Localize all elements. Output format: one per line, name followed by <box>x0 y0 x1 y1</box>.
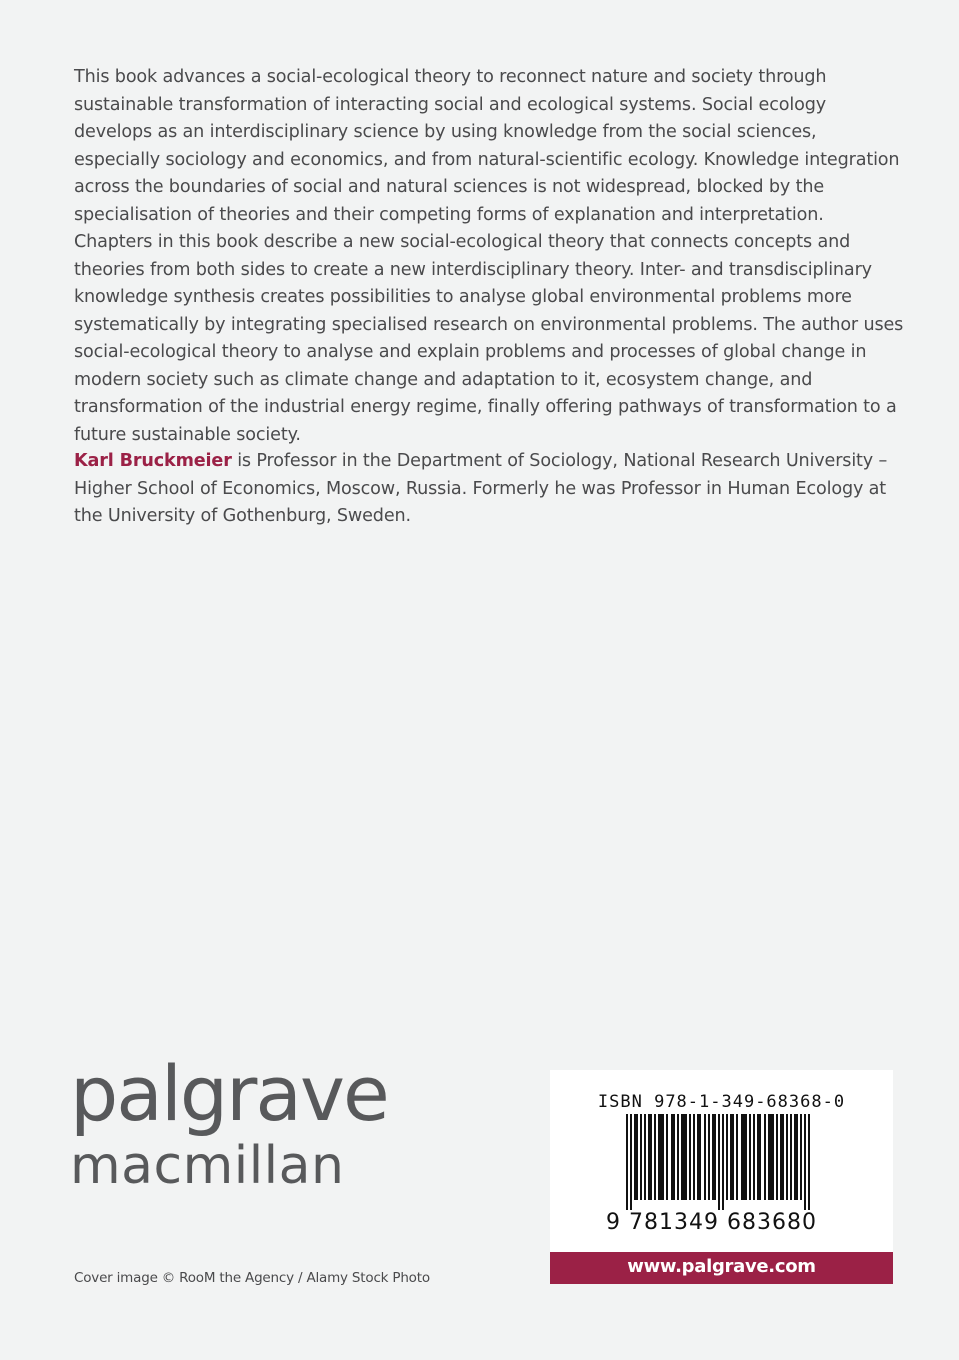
publisher-logo-line1: palgrave <box>70 1049 388 1138</box>
author-bio-text: is Professor in the Department of Sociology, National Research University – Higher School of Economics, Moscow, Russia. Formerly he was Professor in Human Ecology at the University of Gothenburg, Sweden. <box>74 451 888 526</box>
back-cover-blurb: This book advances a social-ecological theory to reconnect nature and society through sustainable transformation of interacting social and ecological systems. Social ecology develops as an interdisciplinary science by using knowledge from the social sciences, especially sociology and economics, and from natural-scientific ecology. Knowledge integration across the boundaries of social and natural sciences is not widespread, blocked by the specialisation of theories and their competing forms of explanation and interpretation. Chapters in this book describe a new social-ecological theory that connects concepts and theories from both sides to create a new interdisciplinary theory. Inter- and transdisciplinary knowledge synthesis creates possibilities to analyse global environmental problems more systematically by integrating specialised research on environmental problems. The author uses social-ecological theory to analyse and explain problems and processes of global change in modern society such as climate change and adaptation to it, ecosystem change, and transformation of the industrial energy regime, finally offering pathways of transformation to a future sustainable society. <box>74 67 904 445</box>
author-name: Karl Bruckmeier <box>74 451 232 471</box>
barcode-digits: 9 781349 683680 <box>606 1210 817 1235</box>
publisher-url[interactable]: www.palgrave.com <box>550 1252 893 1284</box>
publisher-logo-line2: macmillan <box>70 1136 345 1196</box>
barcode-panel <box>550 1070 893 1252</box>
barcode-bars <box>626 1114 826 1210</box>
cover-image-credit: Cover image © RooM the Agency / Alamy Stock Photo <box>74 1270 430 1286</box>
isbn-label: ISBN 978-1-349-68368-0 <box>597 1092 846 1112</box>
author-bio <box>74 448 904 531</box>
publisher-logo <box>70 1049 390 1196</box>
